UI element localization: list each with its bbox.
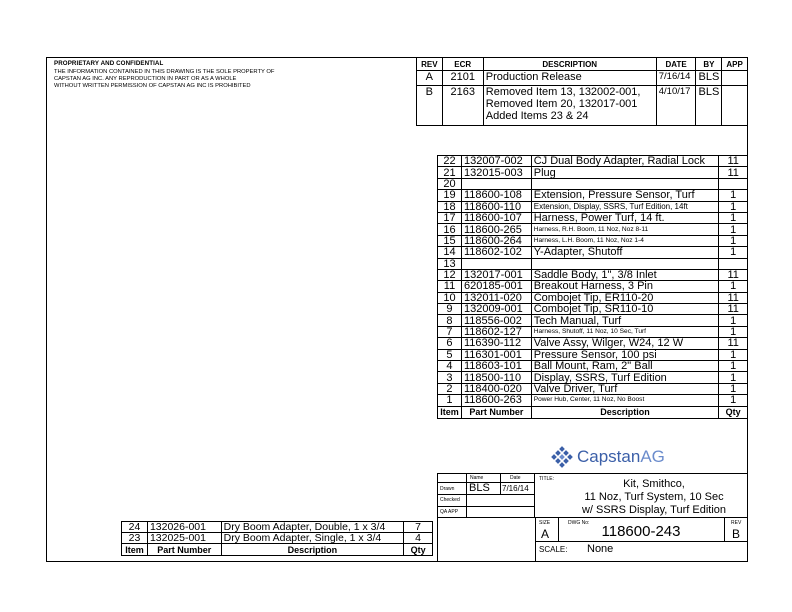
rev-description <box>483 86 656 126</box>
bom-row <box>438 349 748 360</box>
bom-item-cell: 18 <box>438 201 462 212</box>
bom-part-cell: 116301-001 <box>461 349 531 360</box>
proprietary-heading: PROPRIETARY AND CONFIDENTIAL <box>54 60 164 67</box>
bom-desc-cell: Tech Manual, Turf <box>531 315 719 326</box>
part-number-header: Part Number <box>147 544 221 556</box>
bom-desc-cell: Harness, R.H. Boom, 11 Noz, Noz 8-11 <box>531 224 719 235</box>
bom-row <box>438 201 748 212</box>
bom-desc-cell: Dry Boom Adapter, Single, 1 x 3/4 <box>221 533 404 544</box>
revision-header-row <box>417 58 748 71</box>
qty-header: Qty <box>719 406 748 418</box>
title-line: Kit, Smithco, <box>623 478 685 490</box>
bom-qty-cell: 1 <box>719 361 748 372</box>
bom-item-cell: 21 <box>438 167 462 178</box>
bom-desc-cell: Power Hub, Center, 11 Noz, No Boost <box>531 395 719 406</box>
bom-part-cell: 118600-110 <box>461 201 531 212</box>
proprietary-line: CAPSTAN AG INC. ANY REPRODUCTION IN PART OR AS A WHOLE <box>54 75 237 82</box>
bom-part-cell: 132025-001 <box>147 533 221 544</box>
bom-part-cell: 118600-264 <box>461 235 531 246</box>
bom-row <box>438 247 748 258</box>
bom-desc-cell: Pressure Sensor, 100 psi <box>531 349 719 360</box>
bom-desc-cell: Y-Adapter, Shutoff <box>531 247 719 258</box>
bom-item-cell: 7 <box>438 326 462 337</box>
bom-qty-cell: 11 <box>719 269 748 280</box>
bom-qty-cell: 11 <box>719 156 748 167</box>
bom-row <box>438 315 748 326</box>
bom-part-cell: 118556-002 <box>461 315 531 326</box>
drawn-date: 7/16/14 <box>502 484 529 493</box>
bom-qty-cell: 1 <box>719 281 748 292</box>
rev-desc-line: Production Release <box>485 71 582 83</box>
checked-label: Checked <box>440 497 460 503</box>
ecr-cell: 2101 <box>442 71 483 86</box>
part-number-header: Part Number <box>461 406 531 418</box>
divider <box>437 494 535 495</box>
bom-qty-cell: 4 <box>404 533 433 544</box>
bom-row <box>438 338 748 349</box>
bom-desc-cell: Plug <box>531 167 719 178</box>
bom-item-cell: 2 <box>438 383 462 394</box>
bom-qty-cell: 1 <box>719 212 748 223</box>
rev-desc-line: Removed Item 20, 132017-001 <box>485 98 638 110</box>
bom-row <box>438 212 748 223</box>
bom-desc-cell: Harness, Power Turf, 14 ft. <box>531 212 719 223</box>
app-cell <box>722 71 748 86</box>
dwg-label: DWG No: <box>568 520 590 526</box>
bom-header-row <box>122 544 433 556</box>
bom-item-cell: 3 <box>438 372 462 383</box>
bom-qty-cell: 1 <box>719 395 748 406</box>
proprietary-notice <box>54 60 384 89</box>
bom-qty-cell: 11 <box>719 304 748 315</box>
title-line: w/ SSRS Display, Turf Edition <box>581 504 727 516</box>
size-value: A <box>541 527 550 541</box>
name-label: Name <box>470 475 484 481</box>
divider <box>466 473 467 518</box>
drawing-number: 118600-243 <box>601 523 681 540</box>
bom-item-cell: 6 <box>438 338 462 349</box>
drawing-title <box>560 478 748 517</box>
bom-item-cell: 5 <box>438 349 462 360</box>
bom-qty-cell: 11 <box>719 167 748 178</box>
bom-qty-cell: 1 <box>719 349 748 360</box>
rev-cell: A <box>417 71 443 86</box>
rev-desc-line: Added Items 23 & 24 <box>485 110 589 122</box>
date-cell: 4/10/17 <box>656 86 696 126</box>
bom-desc-cell: Display, SSRS, Turf Edition <box>531 372 719 383</box>
ecr-header: ECR <box>442 58 483 71</box>
bom-desc-cell: Saddle Body, 1", 3/8 Inlet <box>531 269 719 280</box>
bom-row <box>438 167 748 178</box>
bom-item-cell: 9 <box>438 304 462 315</box>
bom-row <box>438 269 748 280</box>
bom-item-cell: 15 <box>438 235 462 246</box>
logo-capstan-text: Capstan <box>577 447 641 466</box>
rev-label: REV <box>731 520 742 526</box>
bom-item-cell: 16 <box>438 224 462 235</box>
item-header: Item <box>122 544 148 556</box>
bom-part-cell: 132009-001 <box>461 304 531 315</box>
bom-part-cell: 132017-001 <box>461 269 531 280</box>
bom-row <box>438 190 748 201</box>
bom-part-cell: 118602-102 <box>461 247 531 258</box>
bom-item-cell: 20 <box>438 178 462 189</box>
bom-qty-cell: 1 <box>719 201 748 212</box>
bom-part-cell: 116390-112 <box>461 338 531 349</box>
bom-qty-cell: 1 <box>719 190 748 201</box>
bom-part-cell <box>461 178 531 189</box>
capstan-logo <box>551 446 665 468</box>
revision-row <box>417 86 748 126</box>
bom-desc-cell: Ball Mount, Ram, 2" Ball <box>531 361 719 372</box>
divider <box>724 517 725 542</box>
by-cell: BLS <box>696 71 722 86</box>
ecr-cell: 2163 <box>442 86 483 126</box>
divider <box>535 541 748 542</box>
bom-item-cell: 4 <box>438 361 462 372</box>
bom-part-cell: 118600-263 <box>461 395 531 406</box>
bom-part-cell: 118400-020 <box>461 383 531 394</box>
bom-item-cell: 8 <box>438 315 462 326</box>
capstan-diamond-icon <box>551 446 573 468</box>
app-header: APP <box>722 58 748 71</box>
bom-qty-cell: 1 <box>719 315 748 326</box>
capstan-wordmark <box>577 447 665 467</box>
bom-row <box>438 258 748 269</box>
bom-qty-cell: 1 <box>719 372 748 383</box>
bom-row <box>438 326 748 337</box>
bill-of-materials <box>437 155 748 419</box>
bom-row <box>122 522 433 533</box>
scale-value: None <box>587 543 614 555</box>
bom-qty-cell: 1 <box>719 224 748 235</box>
bom-row <box>438 292 748 303</box>
bom-qty-cell: 1 <box>719 383 748 394</box>
bom-part-cell: 118500-110 <box>461 372 531 383</box>
divider <box>535 517 536 562</box>
bom-part-cell: 132026-001 <box>147 522 221 533</box>
bill-of-materials-additional <box>121 521 433 556</box>
date-cell: 7/16/14 <box>656 71 696 86</box>
bom-desc-cell: Dry Boom Adapter, Double, 1 x 3/4 <box>221 522 404 533</box>
bom-part-cell: 118600-108 <box>461 190 531 201</box>
rev-description <box>483 71 656 86</box>
qty-header: Qty <box>404 544 433 556</box>
bom-qty-cell <box>719 178 748 189</box>
bom-row <box>438 395 748 406</box>
bom-qty-cell <box>719 258 748 269</box>
bom-item-cell: 1 <box>438 395 462 406</box>
proprietary-line: THE INFORMATION CONTAINED IN THIS DRAWING IS THE SOLE PROPERTY OF <box>54 69 275 75</box>
drawn-label: Drawn <box>440 486 455 492</box>
bom-part-cell: 620185-001 <box>461 281 531 292</box>
item-header: Item <box>438 406 462 418</box>
rev-cell: B <box>417 86 443 126</box>
bom-qty-cell: 11 <box>719 338 748 349</box>
bom-part-cell: 132015-003 <box>461 167 531 178</box>
bom-row <box>438 178 748 189</box>
bom-desc-cell <box>531 178 719 189</box>
description-header: DESCRIPTION <box>483 58 656 71</box>
bom-item-cell: 23 <box>122 533 148 544</box>
bom-part-cell <box>461 258 531 269</box>
bom-row <box>438 281 748 292</box>
bom-desc-cell: Combojet Tip, SR110-10 <box>531 304 719 315</box>
bom-qty-cell: 7 <box>404 522 433 533</box>
bom-qty-cell: 11 <box>719 292 748 303</box>
bom-item-cell: 12 <box>438 269 462 280</box>
bom-part-cell: 118603-101 <box>461 361 531 372</box>
bom-item-cell: 22 <box>438 156 462 167</box>
divider <box>437 517 748 518</box>
bom-part-cell: 132011-020 <box>461 292 531 303</box>
bom-part-cell: 132007-002 <box>461 156 531 167</box>
bom-row <box>438 383 748 394</box>
size-label: SIZE <box>539 520 551 526</box>
bom-row <box>438 372 748 383</box>
bom-desc-cell: Harness, Shutoff, 11 Noz, 10 Sec, Turf <box>531 326 719 337</box>
bom-item-cell: 14 <box>438 247 462 258</box>
bom-item-cell: 24 <box>122 522 148 533</box>
proprietary-line: WITHOUT WRITTEN PERMISSION OF CAPSTAN AG INC IS PROHIBITED <box>54 82 251 89</box>
divider <box>500 473 501 495</box>
bom-row <box>438 156 748 167</box>
date-header: DATE <box>656 58 696 71</box>
bom-qty-cell: 1 <box>719 326 748 337</box>
bom-desc-cell <box>531 258 719 269</box>
title-line: 11 Noz, Turf System, 10 Sec <box>584 491 724 503</box>
bom-row <box>438 235 748 246</box>
bom-desc-cell: Harness, L.H. Boom, 11 Noz, Noz 1-4 <box>531 235 719 246</box>
bom-desc-cell: Extension, Display, SSRS, Turf Edition, 14ft <box>531 201 719 212</box>
bom-item-cell: 10 <box>438 292 462 303</box>
bom-row <box>122 533 433 544</box>
revision-row <box>417 71 748 86</box>
scale-label: SCALE: <box>539 545 568 554</box>
bom-item-cell: 19 <box>438 190 462 201</box>
bom-desc-cell: Extension, Pressure Sensor, Turf <box>531 190 719 201</box>
date-label: Date <box>510 475 521 481</box>
drawn-name: BLS <box>469 482 490 494</box>
bom-qty-cell: 1 <box>719 235 748 246</box>
bom-part-cell: 118602-127 <box>461 326 531 337</box>
bom-part-cell: 118600-265 <box>461 224 531 235</box>
bom-item-cell: 11 <box>438 281 462 292</box>
revision-table <box>416 57 748 126</box>
by-cell: BLS <box>696 86 722 126</box>
rev-desc-line: Removed Item 13, 132002-001, <box>485 86 641 98</box>
bom-row <box>438 361 748 372</box>
description-header: Description <box>531 406 719 418</box>
bom-row <box>438 304 748 315</box>
rev-header: REV <box>417 58 443 71</box>
bom-desc-cell: Valve Assy, Wilger, W24, 12 W <box>531 338 719 349</box>
by-header: BY <box>696 58 722 71</box>
bom-part-cell: 118600-107 <box>461 212 531 223</box>
rev-value: B <box>732 527 741 541</box>
bom-qty-cell: 1 <box>719 247 748 258</box>
bom-desc-cell: Breakout Harness, 3 Pin <box>531 281 719 292</box>
divider <box>437 506 535 507</box>
bom-item-cell: 17 <box>438 212 462 223</box>
bom-desc-cell: Combojet Tip, ER110-20 <box>531 292 719 303</box>
bom-header-row <box>438 406 748 418</box>
bom-item-cell: 13 <box>438 258 462 269</box>
description-header: Description <box>221 544 404 556</box>
app-cell <box>722 86 748 126</box>
title-label: TITLE: <box>539 476 555 482</box>
logo-ag-text: AG <box>640 447 665 466</box>
qa-label: QA APP <box>440 509 459 515</box>
bom-desc-cell: CJ Dual Body Adapter, Radial Lock <box>531 156 719 167</box>
bom-desc-cell: Valve Driver, Turf <box>531 383 719 394</box>
bom-row <box>438 224 748 235</box>
